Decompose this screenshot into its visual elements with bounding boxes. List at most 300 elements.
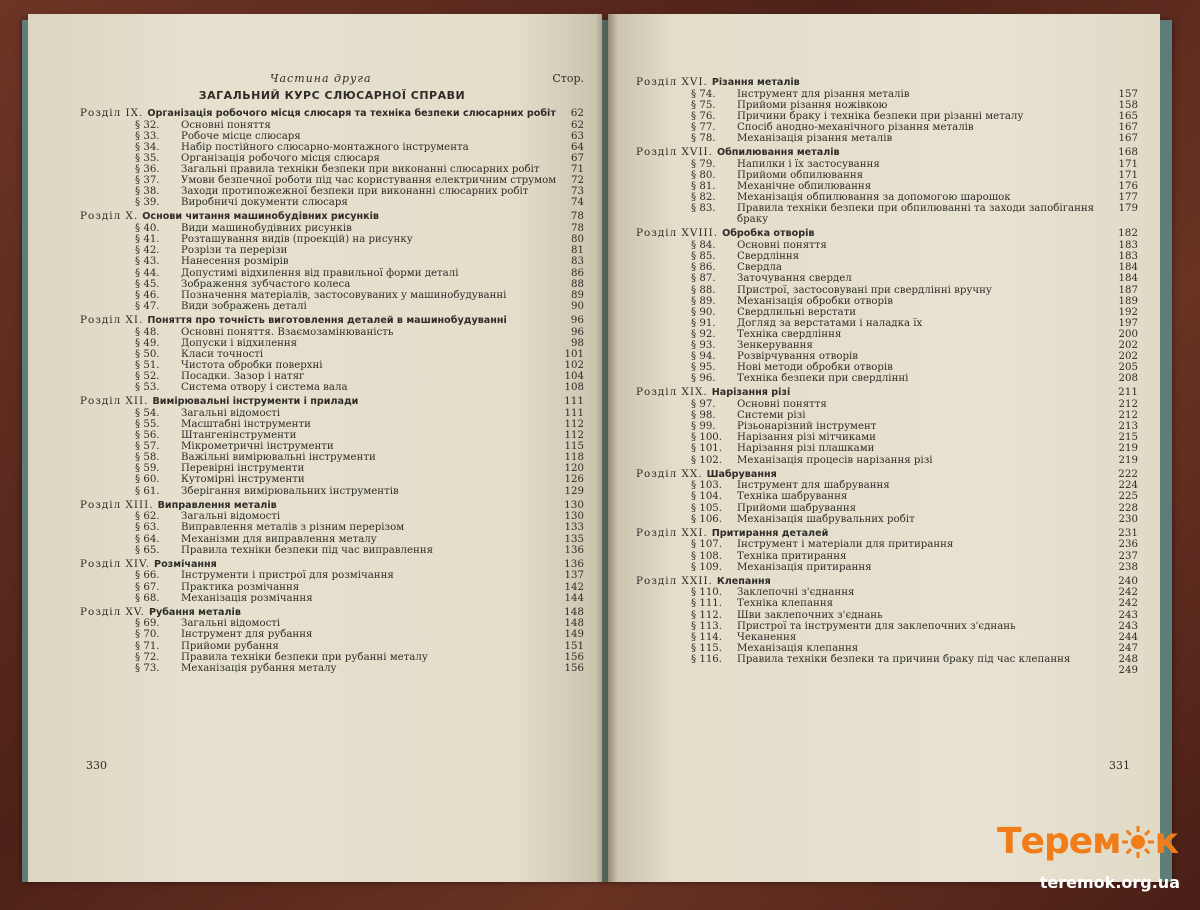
entry-title: Техніка безпеки при свердлінні [737, 373, 909, 385]
toc-entry [636, 203, 1138, 225]
entry-title: Механічне обпилювання [737, 181, 872, 193]
entry-title: Різьонарізний інструмент [737, 421, 877, 433]
toc-entry [80, 327, 584, 338]
section-title: Нарізання різі [711, 387, 791, 399]
entry-title: Правила техніки безпеки при обпилюванні та заходи запобігання браку [737, 203, 1095, 226]
entry-number: § 113. [691, 620, 723, 632]
toc-entry [636, 159, 1138, 170]
toc-entry [636, 643, 1138, 654]
logo-text: Терем [996, 821, 1121, 862]
toc-entry [80, 618, 584, 629]
entry-title: Масштабні інструменти [181, 418, 311, 430]
entry-number: § 78. [691, 133, 716, 145]
entry-page: 111 [564, 407, 584, 419]
entry-title: Допуски і відхилення [181, 337, 298, 349]
entry-title: Розвірчування отворів [737, 351, 858, 363]
entry-page: 187 [1118, 284, 1138, 296]
entry-page: 242 [1118, 598, 1138, 610]
entry-number: § 101. [691, 443, 723, 455]
toc-entry [80, 408, 584, 419]
page-number-right: 331 [1109, 759, 1130, 772]
entry-page: 215 [1118, 432, 1138, 444]
entry-number: § 92. [691, 328, 716, 340]
entry-number: § 106. [691, 513, 723, 525]
toc-entry [80, 663, 584, 674]
entry-number: § 107. [691, 539, 723, 551]
entry-title: Інструменти і пристрої для розмічання [181, 570, 394, 582]
entry-page: 242 [1118, 587, 1138, 599]
entry-page: 157 [1118, 88, 1138, 100]
toc-entry [80, 629, 584, 640]
toc-entry [636, 240, 1138, 251]
entry-number: § 40. [135, 223, 160, 235]
entry-title: Виправлення металів з різним перерізом [181, 522, 405, 534]
entry-number: § 34. [135, 141, 160, 153]
open-book [22, 14, 1172, 882]
entry-page: 115 [564, 441, 584, 453]
entry-title: Виробничі документи слюсаря [181, 197, 348, 209]
toc-entry [636, 480, 1138, 491]
entry-page: 213 [1118, 421, 1138, 433]
toc-entry [80, 430, 584, 441]
entry-title: Основні поняття [181, 119, 271, 131]
entry-number: § 58. [135, 452, 160, 464]
entry-number: § 70. [135, 629, 160, 641]
entry-number: § 57. [135, 441, 160, 453]
section-number: Розділ XIV. [80, 557, 151, 570]
toc-entry [80, 441, 584, 452]
section-heading [636, 387, 1138, 399]
section-heading [80, 500, 584, 512]
entry-title: Робоче місце слюсаря [181, 130, 301, 142]
entry-page: 189 [1118, 295, 1138, 307]
entry-title: Нові методи обробки отворів [737, 362, 893, 374]
toc-section [636, 576, 1138, 665]
entry-title: Розташування видів (проекцій) на рисунку [181, 234, 413, 246]
entry-page: 219 [1118, 454, 1138, 466]
section-heading [636, 528, 1138, 540]
entry-title: Види машинобудівних рисунків [181, 223, 352, 235]
entry-number: § 77. [691, 121, 716, 133]
entry-number: § 53. [135, 382, 160, 394]
toc-entry [636, 551, 1138, 562]
toc-entry [80, 164, 584, 175]
entry-title: Загальні відомості [181, 511, 281, 523]
toc-entry [80, 582, 584, 593]
entry-title: Свердла [737, 262, 782, 274]
entry-title: Механізація притирання [737, 561, 872, 573]
entry-title: Механізація розмічання [181, 592, 313, 604]
section-heading [80, 559, 584, 571]
entry-number: § 66. [135, 570, 160, 582]
entry-number: § 56. [135, 430, 160, 442]
watermark-url: teremok.org.ua [1039, 873, 1180, 892]
entry-page: 212 [1118, 410, 1138, 422]
entry-page: 224 [1118, 480, 1138, 492]
entry-number: § 74. [691, 88, 716, 100]
entry-number: § 46. [135, 289, 160, 301]
toc-section [636, 528, 1138, 573]
entry-number: § 95. [691, 362, 716, 374]
entry-number: § 48. [135, 326, 160, 338]
entry-page: 219 [1118, 443, 1138, 455]
entry-page: 83 [571, 256, 584, 268]
section-page: 168 [1118, 146, 1138, 159]
entry-title: Чистота обробки поверхні [181, 359, 323, 371]
entry-number: § 90. [691, 306, 716, 318]
toc-entry [636, 170, 1138, 181]
entry-title: Чеканення [737, 631, 797, 643]
toc-entry [636, 621, 1138, 632]
entry-number: § 114. [691, 631, 723, 643]
section-page: 240 [1118, 574, 1138, 587]
teremok-logo [997, 821, 1178, 862]
section-page: 148 [564, 605, 584, 618]
toc-entry [80, 349, 584, 360]
entry-page: 202 [1118, 339, 1138, 351]
toc-entry [636, 587, 1138, 598]
entry-title: Загальні правила техніки безпеки при виконанні слюсарних робіт [181, 164, 540, 176]
toc-entry [636, 562, 1138, 573]
entry-page: 248 [1118, 653, 1138, 665]
entry-number: § 81. [691, 181, 716, 193]
toc-entry [636, 329, 1138, 340]
entry-title: Правила техніки безпеки та причини браку під час клепання [737, 653, 1071, 665]
entry-page: 184 [1118, 273, 1138, 285]
entry-page: 104 [564, 370, 584, 382]
section-heading [80, 211, 584, 223]
entry-page: 126 [564, 474, 584, 486]
entry-number: § 42. [135, 245, 160, 257]
entry-title: Механізми для виправлення металу [181, 533, 377, 545]
entry-title: Зенкерування [737, 339, 813, 351]
toc-entry [636, 133, 1138, 144]
entry-number: § 65. [135, 544, 160, 556]
entry-number: § 38. [135, 186, 160, 198]
section-number: Розділ XX. [636, 467, 703, 480]
entry-title: Основні поняття [737, 399, 827, 411]
entry-number: § 50. [135, 348, 160, 360]
section-page: 62 [570, 107, 584, 119]
entry-title: Техніка клепання [737, 598, 834, 610]
section-heading [636, 469, 1138, 481]
toc-left [80, 108, 584, 674]
section-heading [636, 147, 1138, 159]
toc-entry [80, 522, 584, 533]
entry-page: 73 [571, 186, 584, 198]
toc-entry [80, 641, 584, 652]
entry-page: 238 [1118, 561, 1138, 573]
section-page: 96 [570, 313, 584, 326]
section-number: Розділ XIII. [80, 498, 154, 511]
entry-page: 80 [571, 234, 584, 246]
entry-page: 118 [564, 452, 584, 464]
toc-entry [636, 421, 1138, 432]
toc-entry [636, 598, 1138, 609]
left-page [28, 14, 602, 882]
entry-page: 90 [571, 300, 584, 312]
toc-entry [636, 262, 1138, 273]
entry-number: § 80. [691, 169, 716, 181]
entry-title: Набір постійного слюсарно-монтажного інструмента [181, 141, 469, 153]
entry-page: 112 [564, 418, 584, 430]
toc-entry [636, 122, 1138, 133]
entry-number: § 54. [135, 407, 160, 419]
toc-entry [80, 223, 584, 234]
toc-entry [80, 382, 584, 393]
entry-title: Зберігання вимірювальних інструментів [181, 485, 399, 497]
entry-title: Класи точності [181, 348, 264, 360]
sun-icon [1121, 825, 1155, 859]
entry-page: 183 [1118, 240, 1138, 252]
section-number: Розділ XVII. [636, 146, 713, 159]
entry-title: Нанесення розмірів [181, 256, 289, 268]
entry-title: Правила техніки безпеки при рубанні металу [181, 651, 428, 663]
toc-entry [80, 279, 584, 290]
toc-entry [636, 318, 1138, 329]
entry-page: 243 [1118, 609, 1138, 621]
entry-page: 149 [564, 629, 584, 641]
entry-number: § 51. [135, 359, 160, 371]
entry-page: 167 [1118, 121, 1138, 133]
entry-number: § 110. [691, 587, 723, 599]
toc-entry [636, 491, 1138, 502]
toc-entry [80, 142, 584, 153]
toc-entry [636, 432, 1138, 443]
section-number: Розділ XVIII. [636, 227, 719, 240]
entry-number: § 43. [135, 256, 160, 268]
entry-number: § 104. [691, 491, 723, 503]
toc-section [80, 211, 584, 311]
toc-entry [636, 285, 1138, 296]
entry-page: 171 [1118, 158, 1138, 170]
entry-number: § 62. [135, 511, 160, 523]
entry-number: § 33. [135, 130, 160, 142]
entry-title: Допустимі відхилення від правильної форми деталі [181, 267, 459, 279]
section-number: Розділ XII. [80, 395, 149, 408]
entry-title: Причини браку і техніка безпеки при різанні металу [737, 110, 1024, 122]
entry-page: 108 [564, 382, 584, 394]
toc-section [80, 607, 584, 674]
section-page: 136 [564, 557, 584, 570]
entry-page: 64 [571, 141, 584, 153]
entry-page: 205 [1118, 362, 1138, 374]
toc-section [80, 559, 584, 604]
entry-number: § 94. [691, 351, 716, 363]
toc-entry [636, 340, 1138, 351]
entry-page: 63 [571, 130, 584, 142]
part-header [80, 72, 584, 89]
toc-entry [636, 192, 1138, 203]
entry-number: § 32. [135, 119, 160, 131]
toc-entry [636, 351, 1138, 362]
entry-title: Інструмент і матеріали для притирання [737, 539, 954, 551]
toc-entry [80, 486, 584, 497]
entry-title: Механізація шабрувальних робіт [737, 513, 915, 525]
toc-entry [636, 296, 1138, 307]
entry-page: 197 [1118, 317, 1138, 329]
entry-title: Зображення зубчастого колеса [181, 278, 351, 290]
section-number: Розділ XXII. [636, 574, 713, 587]
entry-number: § 86. [691, 262, 716, 274]
entry-number: § 64. [135, 533, 160, 545]
entry-page: 135 [564, 533, 584, 545]
toc-section [80, 396, 584, 496]
entry-page: 71 [571, 164, 584, 176]
toc-section [636, 228, 1138, 384]
entry-number: § 100. [691, 432, 723, 444]
section-heading [80, 396, 584, 408]
toc-entry [636, 111, 1138, 122]
section-heading [80, 108, 584, 120]
entry-page: 112 [564, 430, 584, 442]
toc-entry [80, 256, 584, 267]
toc-entry [80, 570, 584, 581]
entry-page: 249 [1118, 665, 1138, 677]
entry-title: Інструмент для різання металів [737, 88, 910, 100]
entry-page: 148 [564, 618, 584, 630]
toc-entry [636, 443, 1138, 454]
entry-number: § 111. [691, 598, 723, 610]
toc-entry [80, 234, 584, 245]
entry-page: 88 [571, 278, 584, 290]
entry-page: 158 [1118, 99, 1138, 111]
section-number: Розділ IX. [80, 107, 144, 119]
entry-title: Техніка шабрування [737, 491, 848, 503]
toc-entry [636, 399, 1138, 410]
entry-page: 67 [571, 152, 584, 164]
section-page: 222 [1118, 467, 1138, 480]
entry-title: Кутомірні інструменти [181, 474, 305, 486]
trailing-page-number [636, 665, 1138, 676]
entry-number: § 97. [691, 399, 716, 411]
entry-number: § 112. [691, 609, 723, 621]
entry-page: 129 [564, 485, 584, 497]
entry-page: 192 [1118, 306, 1138, 318]
entry-title: Заходи протипожежної безпеки при виконанні слюсарних робіт [181, 186, 529, 198]
entry-title: Техніка свердління [737, 328, 842, 340]
entry-page: 202 [1118, 351, 1138, 363]
entry-title: Прийоми різання ножівкою [737, 99, 888, 111]
entry-page: 89 [571, 289, 584, 301]
section-title: Вимірювальні інструменти і прилади [152, 396, 359, 408]
entry-title: Механізація клепання [737, 642, 859, 654]
entry-number: § 116. [691, 653, 723, 665]
entry-title: Механізація обробки отворів [737, 295, 894, 307]
entry-title: Посадки. Зазор і натяг [181, 370, 305, 382]
entry-number: § 96. [691, 373, 716, 385]
entry-page: 130 [564, 511, 584, 523]
entry-number: § 49. [135, 337, 160, 349]
entry-page: 78 [571, 223, 584, 235]
toc-entry [80, 371, 584, 382]
entry-title: Штангенінструменти [181, 430, 297, 442]
entry-page: 136 [564, 544, 584, 556]
entry-number: § 79. [691, 158, 716, 170]
section-title: Різання металів [711, 77, 800, 88]
toc-entry [636, 251, 1138, 262]
entry-number: § 103. [691, 480, 723, 492]
entry-title: Свердління [737, 251, 800, 263]
entry-page: 72 [571, 175, 584, 187]
entry-number: § 67. [135, 581, 160, 593]
entry-number: § 82. [691, 192, 716, 204]
toc-entry [80, 131, 584, 142]
toc-section [636, 77, 1138, 144]
toc-entry [636, 610, 1138, 621]
entry-page: 165 [1118, 110, 1138, 122]
entry-title: Пристрої та інструменти для заклепочних з'єднань [737, 620, 1016, 632]
toc-entry [80, 186, 584, 197]
entry-title: Інструмент для шабрування [737, 480, 890, 492]
entry-title: Техніка притирання [737, 550, 847, 562]
entry-page: 230 [1118, 513, 1138, 525]
entry-title: Правила техніки безпеки під час виправлення [181, 544, 434, 556]
entry-title: Важільні вимірювальні інструменти [181, 452, 376, 464]
entry-number: § 69. [135, 618, 160, 630]
entry-number: § 41. [135, 234, 160, 246]
section-page: 78 [570, 210, 584, 223]
toc-entry [636, 100, 1138, 111]
entry-number: § 60. [135, 474, 160, 486]
entry-title: Прийоми шабрування [737, 502, 857, 514]
entry-title: Загальні відомості [181, 407, 281, 419]
part-title: ЗАГАЛЬНИЙ КУРС СЛЮСАРНОЇ СПРАВИ [198, 89, 466, 102]
part-label: Частина друга [270, 72, 372, 85]
toc-section [80, 315, 584, 393]
toc-entry [80, 268, 584, 279]
toc-entry [636, 362, 1138, 373]
section-number: Розділ XVI. [636, 76, 708, 88]
toc-entry [636, 455, 1138, 466]
toc-entry [636, 373, 1138, 384]
toc-section [636, 147, 1138, 225]
toc-section [636, 387, 1138, 465]
toc-entry [80, 197, 584, 208]
entry-number: § 109. [691, 561, 723, 573]
entry-page: 142 [564, 581, 584, 593]
toc-entry [80, 175, 584, 186]
toc-entry [636, 539, 1138, 550]
toc-entry [636, 273, 1138, 284]
entry-title: Свердлильні верстати [737, 306, 857, 318]
section-heading [636, 228, 1138, 240]
toc-entry [80, 593, 584, 604]
entry-page: 98 [571, 337, 584, 349]
entry-title: Нарізання різі мітчиками [737, 432, 876, 444]
toc-entry [80, 474, 584, 485]
entry-page: 244 [1118, 631, 1138, 643]
entry-page: 247 [1118, 642, 1138, 654]
toc-entry [80, 290, 584, 301]
entry-page: 208 [1118, 373, 1138, 385]
entry-page: 144 [564, 592, 584, 604]
entry-number: § 37. [135, 175, 160, 187]
entry-number: § 84. [691, 240, 716, 252]
toc-section [80, 500, 584, 556]
toc-right [636, 77, 1138, 676]
entry-page: 237 [1118, 550, 1138, 562]
toc-entry [80, 452, 584, 463]
entry-title: Системи різі [737, 410, 806, 422]
entry-title: Шви заклепочних з'єднань [737, 609, 883, 621]
entry-page: 101 [564, 348, 584, 360]
entry-number: § 35. [135, 152, 160, 164]
entry-title: Нарізання різі плашками [737, 443, 875, 455]
entry-page: 183 [1118, 251, 1138, 263]
section-title: Основи читання машинобудівних рисунків [142, 211, 379, 223]
section-title: Рубання металів [148, 606, 241, 618]
